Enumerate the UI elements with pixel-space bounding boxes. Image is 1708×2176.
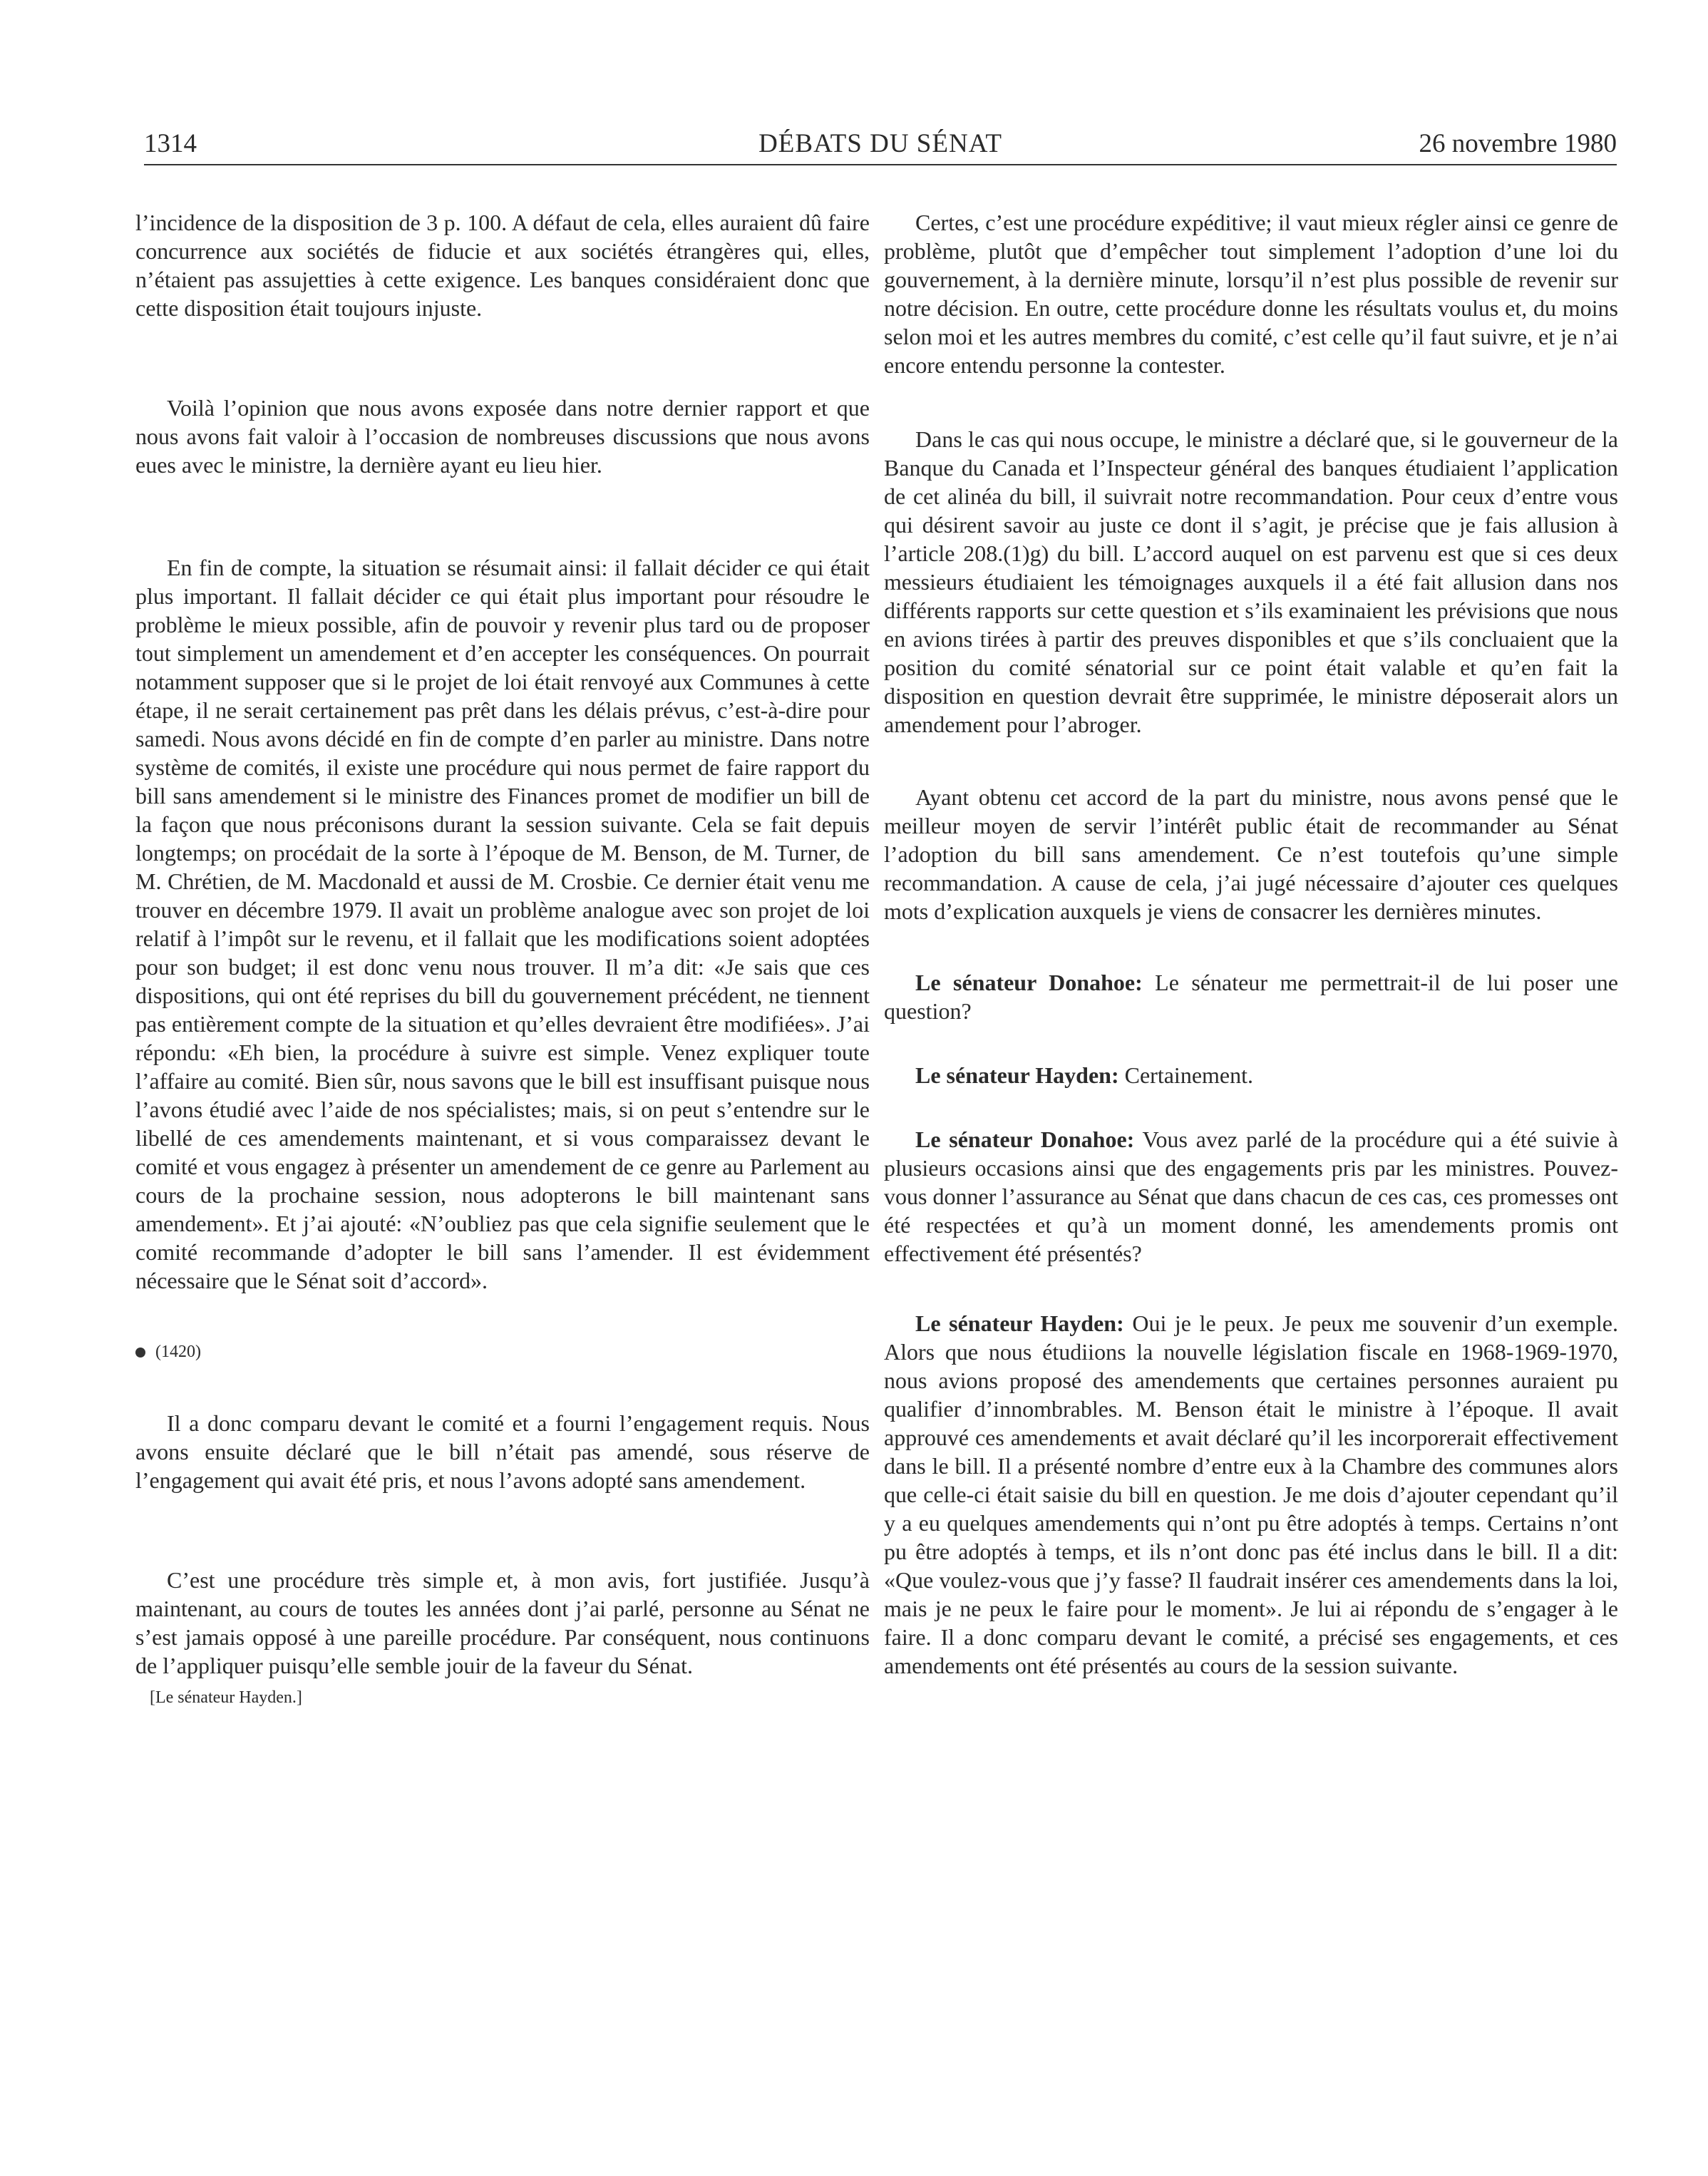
speech-text: Vous avez parlé de la procédure qui a été suivie à plusieurs occasions ainsi que des engagements pris par les ministres. Pouvez-vous donner l’assurance au Sénat que dans chacun de ces cas, ces promesses ont été respectées et qu’à un moment donné, les amendements promis ont effectivement été présentés? xyxy=(884,1127,1619,1266)
page-number: 1314 xyxy=(144,129,197,158)
page-header xyxy=(144,125,1617,163)
publication-title: DÉBATS DU SÉNAT xyxy=(758,129,1002,158)
paragraph: Voilà l’opinion que nous avons exposée dans notre dernier rapport et que nous avons fait valoir à l’occasion de nombreuses discussions que nous avons eues avec le ministre, la dernière ayant eu lieu hier. xyxy=(135,395,870,478)
paragraph: En fin de compte, la situation se résumait ainsi: il fallait décider ce qui était plus important. Il fallait décider ce qui était plus important pour résoudre le problème le mieux possible, afin de pouvoir y revenir plus tard ou de proposer tout simplement un amendement et d’en accepter les conséquences. On pourrait notamment supposer que si le projet de loi était renvoyé aux Communes à cette étape, il ne serait certainement pas prêt dans les délais prévus, c’est-à-dire pour samedi. Nous avons décidé en fin de compte d’en parler au ministre. Dans notre système de comités, il existe une procédure qui nous permet de faire rapport du bill sans amendement si le ministre des Finances promet de modifier un bill de la façon que nous préconisons durant la session suivante. Cela se fait depuis longtemps; on procédait de la sorte à l’époque de M. Benson, de M. Turner, de M. Chrétien, de M. Macdonald et aussi de M. Crosbie. Ce dernier était venu me trouver en décembre 1979. Il avait un problème analogue avec son projet de loi relatif à l’impôt sur le revenu, et il fallait que les modifications soient adoptées pour son budget; il est donc venu nous trouver. Il m’a dit: «Je sais que ces dispositions, qui ont été reprises du bill du gouvernement précédent, ne tiennent pas entièrement compte de la situation et qu’elles devraient être modifiées». J’ai répondu: «Eh bien, la procédure à suivre est simple. Venez expliquer toute l’affaire au comité. Bien sûr, nous savons que le bill est insuffisant puisque nous l’avons étudié avec l’aide de nos spécialistes; mais, si on peut s’entendre sur le libellé de ces amendements maintenant, et si vous comparaissez devant le comité et vous engagez à présenter un amendement de ce genre au Parlement au cours de la prochaine session, nous adopterons le bill maintenant sans amendement». Et j’ai ajouté: «N’oubliez pas que cela signifie seulement que le comité recommande d’adopter le bill sans l’amender. Il est évidemment nécessaire que le Sénat soit d’accord». xyxy=(135,555,870,1293)
paragraph: C’est une procédure très simple et, à mon avis, fort justifiée. Jusqu’à maintenant, au cours de toutes les années dont j’ai parlé, personne au Sénat ne s’est jamais opposé à une pareille procédure. Par conséquent, nous continuons de l’appliquer puisqu’elle semble jouir de la faveur du Sénat. xyxy=(135,1567,870,1678)
speech-text: Oui je le peux. Je peux me souvenir d’un exemple. Alors que nous étudiions la nouvelle législation fiscale en 1968-1969-1970, nous avions proposé des amendements que certaines personnes auraient pu qualifier d’innombrables. M. Benson était le ministre à l’époque. Il avait approuvé ces amendements et avait déclaré qu’il les incorporerait effectivement dans le bill. Il a présenté nombre d’entre eux à la Chambre des communes alors que celle-ci était saisie du bill en question. Je me dois d’ajouter cependant qu’il y a eu quelques amendements qui n’ont pu être adoptés à temps. Certains n’ont pu être adoptés à temps, et ils n’ont donc pas été inclus dans le bill. Il a dit: «Que voulez-vous que j’y fasse? Il faudrait insérer ces amendements dans la loi, mais je ne peux le faire pour le moment». Je lui ai répondu de s’engager à le faire. Il a donc comparu devant le comité, a précisé ses engagements, et ces amendements ont été présentés au cours de la session suivante. xyxy=(884,1310,1619,1678)
paragraph: Certes, c’est une procédure expéditive; il vaut mieux régler ainsi ce genre de problème, plutôt que d’empêcher tout simplement l’adoption d’une loi du gouvernement, à la dernière minute, lorsqu’il n’est plus possible de revenir sur notre décision. En outre, cette procédure donne les résultats voulus et, du moins selon moi et les autres membres du comité, c’est celle qu’il faut suivre, et je n’ai encore entendu personne la contester. xyxy=(884,210,1618,378)
speech-text: Certainement. xyxy=(1118,1062,1253,1088)
time-marker xyxy=(135,1338,870,1366)
speaker-name: Le sénateur Hayden: xyxy=(915,1062,1119,1088)
speaker-name: Le sénateur Donahoe: xyxy=(915,1127,1135,1152)
right-column xyxy=(884,208,1618,1680)
publication-date: 26 novembre 1980 xyxy=(1419,129,1617,158)
speech xyxy=(884,968,1618,1025)
paragraph: Il a donc comparu devant le comité et a fourni l’engagement requis. Nous avons ensuite déclaré que le bill n’était pas amendé, sous réserve de l’engagement qui avait été pris, et nous l’avons adopté sans amendement. xyxy=(135,1410,870,1493)
paragraph: Dans le cas qui nous occupe, le ministre a déclaré que, si le gouverneur de la Banque du Canada et l’Inspecteur général des banques étudiaient l’application de cet alinéa du bill, il suivrait notre recommandation. Pour ceux d’entre vous qui désirent savoir au juste ce dont il s’agit, je précise que je fais allusion à l’article 208.(1)g) du bill. L’accord auquel on est parvenu est que si ces deux messieurs étudiaient les témoignages auxquels il a été fait allusion dans nos différents rapports sur cette question et s’ils examinaient les prévisions que nous en avions tirées à partir des preuves disponibles et que s’ils concluaient que la position du comité sénatorial sur ce point était valable et qu’en fait la disposition en question devrait être supprimée, le ministre déposerait alors un amendement pour l’abroger. xyxy=(884,426,1618,737)
bullet-icon xyxy=(135,1348,145,1358)
header-rule xyxy=(144,164,1617,165)
speaker-footnote: [Le sénateur Hayden.] xyxy=(150,1688,302,1707)
paragraph: Ayant obtenu cet accord de la part du ministre, nous avons pensé que le meilleur moyen de servir l’intérêt public était de recommander au Sénat l’adoption du bill sans amendement. Ce n’est toutefois qu’une simple recommandation. A cause de cela, j’ai jugé nécessaire d’ajouter ces quelques mots d’explication auxquels je viens de consacrer les dernières minutes. xyxy=(884,784,1618,924)
speaker-name: Le sénateur Hayden: xyxy=(915,1310,1124,1336)
time-marker-text: (1420) xyxy=(155,1343,201,1361)
speech xyxy=(884,1309,1618,1680)
speech xyxy=(884,1061,1618,1089)
left-column xyxy=(135,208,870,1708)
paragraph: l’incidence de la disposition de 3 p. 100. A défaut de cela, elles auraient dû faire concurrence aux sociétés de fiducie et aux sociétés étrangères qui, elles, n’étaient pas assujetties à cette exigence. Les banques considéraient donc que cette disposition était toujours injuste. xyxy=(135,210,870,321)
speech xyxy=(884,1125,1618,1268)
speaker-name: Le sénateur Donahoe: xyxy=(915,970,1143,995)
speech-text: Le sénateur me permettrait-il de lui poser une question? xyxy=(884,970,1619,1024)
